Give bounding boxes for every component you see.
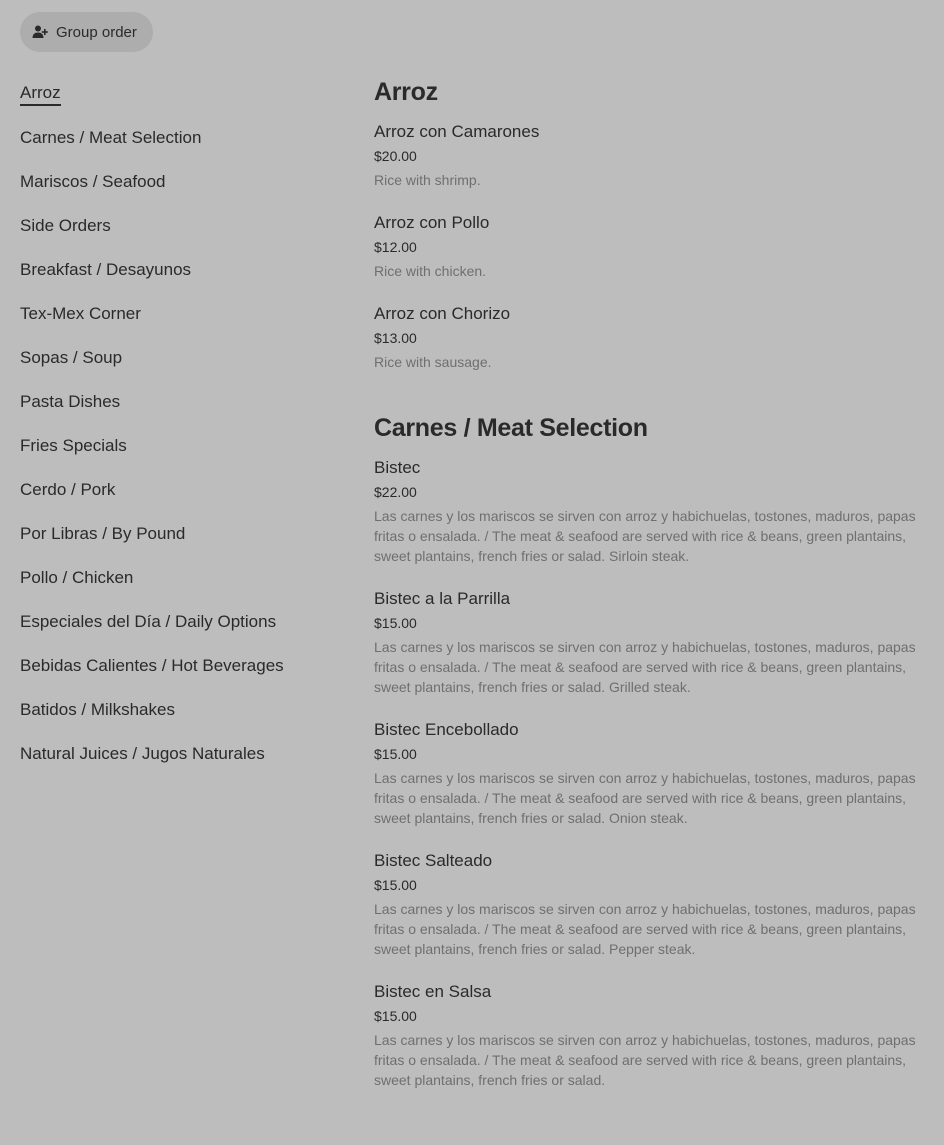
sidebar-item-label: Breakfast / Desayunos <box>20 260 192 279</box>
item-description: Rice with shrimp. <box>374 172 481 188</box>
sidebar-item-cerdo-pork[interactable] <box>20 468 340 512</box>
menu-item[interactable] <box>374 719 929 828</box>
item-price: $15.00 <box>374 746 417 762</box>
item-description: Rice with sausage. <box>374 354 492 370</box>
sidebar-item-label: Sopas / Soup <box>20 348 123 367</box>
item-description: Las carnes y los mariscos se sirven con arroz y habichuelas, tostones, maduros, papas fritas o ensalada. / The meat & seafood are served with rice & beans, green plantains, sweet plantains, french fries or salad. Sirloin steak. <box>374 508 916 564</box>
sidebar-item-batidos-milkshakes[interactable] <box>20 688 340 732</box>
item-price: $15.00 <box>374 1008 417 1024</box>
menu-item[interactable] <box>374 212 929 281</box>
item-description: Las carnes y los mariscos se sirven con arroz y habichuelas, tostones, maduros, papas fritas o ensalada. / The meat & seafood are served with rice & beans, green plantains, sweet plantains, french fries or salad. Onion steak. <box>374 770 916 826</box>
item-price: $13.00 <box>374 330 417 346</box>
item-price: $15.00 <box>374 615 417 631</box>
menu-section-carnes-meat-selection <box>374 414 929 1090</box>
sidebar-item-bebidas-calientes-hot-beverages[interactable] <box>20 644 340 688</box>
item-name: Arroz con Chorizo <box>374 304 511 323</box>
item-price: $12.00 <box>374 239 417 255</box>
sidebar-item-side-orders[interactable] <box>20 204 340 248</box>
menu-item[interactable] <box>374 121 929 190</box>
person-add-icon <box>32 24 48 40</box>
sidebar-item-breakfast-desayunos[interactable] <box>20 248 340 292</box>
sidebar-item-especiales-del-dia-daily-options[interactable] <box>20 600 340 644</box>
sidebar-item-label: Arroz <box>20 83 61 106</box>
section-title: Carnes / Meat Selection <box>374 414 648 442</box>
sidebar-item-label: Cerdo / Pork <box>20 480 116 499</box>
sidebar-item-fries-specials[interactable] <box>20 424 340 468</box>
sidebar-item-arroz[interactable] <box>20 72 340 116</box>
item-price: $20.00 <box>374 148 417 164</box>
menu-item[interactable] <box>374 457 929 566</box>
sidebar-item-label: Carnes / Meat Selection <box>20 128 202 147</box>
sidebar-item-sopas-soup[interactable] <box>20 336 340 380</box>
menu-item[interactable] <box>374 588 929 697</box>
item-description: Rice with chicken. <box>374 263 487 279</box>
sidebar-item-label: Fries Specials <box>20 436 127 455</box>
sidebar-item-mariscos-seafood[interactable] <box>20 160 340 204</box>
category-sidebar <box>20 72 340 776</box>
sidebar-item-label: Side Orders <box>20 216 111 235</box>
item-description: Las carnes y los mariscos se sirven con arroz y habichuelas, tostones, maduros, papas fritas o ensalada. / The meat & seafood are served with rice & beans, green plantains, sweet plantains, french fries or salad. <box>374 1032 916 1088</box>
sidebar-item-label: Natural Juices / Jugos Naturales <box>20 744 265 763</box>
item-price: $22.00 <box>374 484 417 500</box>
item-description: Las carnes y los mariscos se sirven con arroz y habichuelas, tostones, maduros, papas fritas o ensalada. / The meat & seafood are served with rice & beans, green plantains, sweet plantains, french fries or salad. Grilled steak. <box>374 639 916 695</box>
sidebar-item-carnes-meat-selection[interactable] <box>20 116 340 160</box>
sidebar-item-label: Mariscos / Seafood <box>20 172 166 191</box>
menu-item[interactable] <box>374 303 929 372</box>
item-name: Bistec a la Parrilla <box>374 589 511 608</box>
sidebar-item-label: Especiales del Día / Daily Options <box>20 612 277 631</box>
item-price: $15.00 <box>374 877 417 893</box>
sidebar-item-label: Pollo / Chicken <box>20 568 134 587</box>
menu-item[interactable] <box>374 981 929 1090</box>
menu-item[interactable] <box>374 850 929 959</box>
item-name: Bistec Salteado <box>374 851 493 870</box>
item-name: Arroz con Camarones <box>374 122 540 141</box>
sidebar-item-label: Batidos / Milkshakes <box>20 700 175 719</box>
sidebar-item-por-libras-by-pound[interactable] <box>20 512 340 556</box>
item-name: Arroz con Pollo <box>374 213 490 232</box>
item-name: Bistec Encebollado <box>374 720 519 739</box>
menu-content <box>374 72 929 1112</box>
menu-section-arroz <box>374 78 929 372</box>
group-order-button[interactable] <box>20 12 153 52</box>
sidebar-item-label: Tex-Mex Corner <box>20 304 141 323</box>
group-order-label: Group order <box>56 23 137 41</box>
sidebar-item-label: Por Libras / By Pound <box>20 524 186 543</box>
sidebar-item-label: Pasta Dishes <box>20 392 121 411</box>
sidebar-item-natural-juices-jugos-naturales[interactable] <box>20 732 340 776</box>
sidebar-item-pasta-dishes[interactable] <box>20 380 340 424</box>
item-name: Bistec <box>374 458 421 477</box>
sidebar-item-pollo-chicken[interactable] <box>20 556 340 600</box>
item-name: Bistec en Salsa <box>374 982 492 1001</box>
sidebar-item-label: Bebidas Calientes / Hot Beverages <box>20 656 284 675</box>
section-title: Arroz <box>374 78 438 106</box>
item-description: Las carnes y los mariscos se sirven con arroz y habichuelas, tostones, maduros, papas fritas o ensalada. / The meat & seafood are served with rice & beans, green plantains, sweet plantains, french fries or salad. Pepper steak. <box>374 901 916 957</box>
sidebar-item-tex-mex-corner[interactable] <box>20 292 340 336</box>
